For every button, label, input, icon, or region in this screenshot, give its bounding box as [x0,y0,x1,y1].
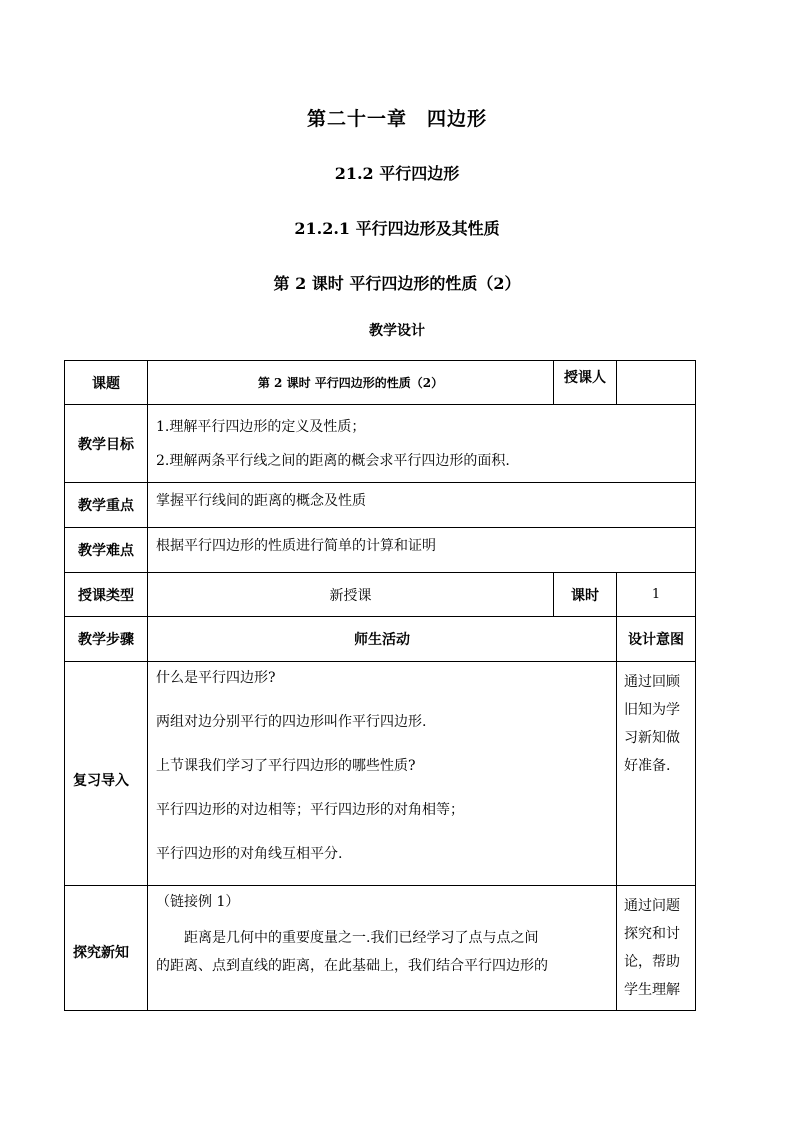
chapter-title: 第二十一章 四边形 [306,108,487,130]
type-label: 授课类型 [65,573,148,617]
steps-label: 教学步骤 [65,617,148,662]
review-intent-line: 通过回顾 [624,674,680,690]
hours-label: 课时 [554,573,617,617]
explore-paragraph-line: 的距离、点到直线的距离，在此基础上，我们结合平行四边形的 [156,958,548,974]
intent-label: 设计意图 [617,617,696,662]
difficult-value: 根据平行四边形的性质进行简单的计算和证明 [148,528,696,573]
goal-item: 1.理解平行四边形的定义及性质； [156,418,366,435]
teacher-value [617,361,696,405]
section-title: 21.2 平行四边形 [334,164,460,183]
review-intent-line: 好准备. [624,758,671,774]
key-value: 掌握平行线间的距离的概念及性质 [148,483,696,528]
explore-label: 探究新知 [65,886,148,1011]
review-row [65,662,696,886]
review-intent-line: 旧知为学 [624,702,680,718]
type-value: 新授课 [148,573,554,617]
header-row [65,617,696,662]
review-line: 平行四边形的对边相等；平行四边形的对角相等； [156,802,464,818]
topic-label: 课题 [65,361,148,405]
explore-intent-line: 探究和讨 [624,926,680,942]
goal-item: 2.理解两条平行线之间的距离的概会求平行四边形的面积. [156,452,510,469]
topic-value: 第 2 课时 平行四边形的性质（2） [148,361,554,405]
explore-row [65,886,696,1011]
teacher-label: 授课人 [554,361,617,405]
explore-intent-line: 论，帮助 [624,954,680,970]
explore-intent-line: 通过问题 [624,898,680,914]
review-intent-line: 习新知做 [624,730,680,746]
design-heading: 教学设计 [369,323,425,339]
goals-row [65,405,696,483]
type-row [65,573,696,617]
review-line: 两组对边分别平行的四边形叫作平行四边形. [156,714,427,730]
difficult-label: 教学难点 [65,528,148,573]
goals-label: 教学目标 [65,405,148,483]
key-label: 教学重点 [65,483,148,528]
lesson-plan-table [64,360,696,1011]
explore-link: （链接例 1） [156,894,240,910]
subsection-title: 21.2.1 平行四边形及其性质 [294,219,500,238]
review-label: 复习导入 [65,662,148,886]
lesson-title: 第 2 课时 平行四边形的性质（2） [273,274,521,293]
hours-value: 1 [617,573,696,617]
review-line: 什么是平行四边形? [156,670,276,686]
review-line: 上节课我们学习了平行四边形的哪些性质? [156,758,416,774]
explore-intent-line: 学生理解 [624,982,680,998]
explore-paragraph-line: 距离是几何中的重要度量之一.我们已经学习了点与点之间 [156,930,539,946]
review-line: 平行四边形的对角线互相平分. [156,846,343,862]
topic-row [65,361,696,405]
activity-label: 师生活动 [148,617,617,662]
key-row [65,483,696,528]
difficult-row [65,528,696,573]
